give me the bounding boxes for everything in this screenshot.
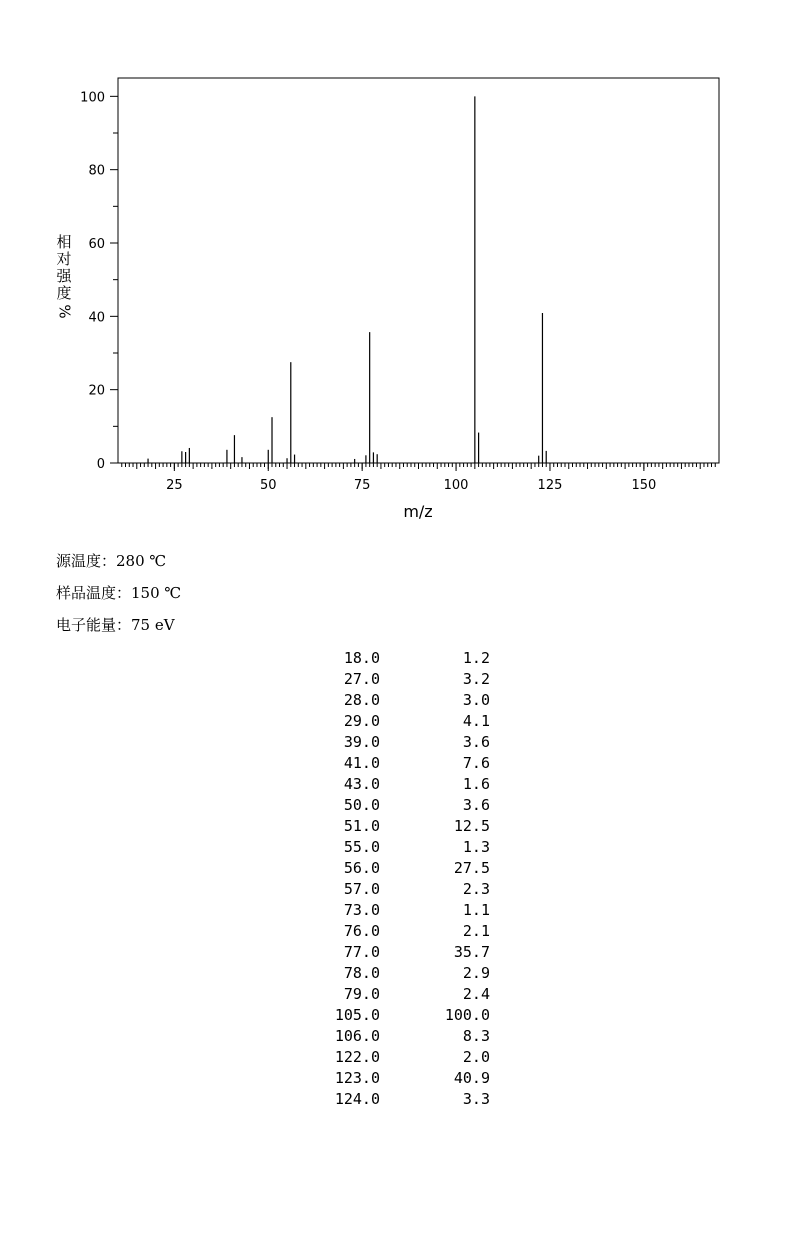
peak-intensity: 3.0	[462, 691, 490, 709]
table-row	[300, 1089, 490, 1110]
table-row	[300, 858, 490, 879]
y-tick-label: 80	[88, 163, 105, 179]
x-tick-label: 150	[631, 478, 657, 493]
table-row	[300, 711, 490, 732]
table-row	[300, 648, 490, 669]
peak-mz: 29.0	[343, 712, 380, 730]
table-row	[300, 816, 490, 837]
peak-mz: 55.0	[343, 838, 380, 856]
peak-intensity: 2.9	[462, 964, 490, 982]
peak-intensity: 1.3	[462, 838, 490, 856]
peak-mz: 50.0	[343, 796, 380, 814]
table-row	[300, 921, 490, 942]
y-axis-label-char: 强	[56, 267, 72, 285]
table-row	[300, 669, 490, 690]
electron-energy: 电子能量：75 eV	[56, 616, 175, 634]
peak-mz: 28.0	[343, 691, 380, 709]
peak-intensity: 40.9	[453, 1069, 490, 1087]
peak-mz: 79.0	[343, 985, 380, 1003]
y-tick-label: 20	[88, 383, 105, 399]
peak-intensity: 2.4	[462, 985, 490, 1003]
peak-mz: 105.0	[334, 1006, 380, 1024]
y-tick-label: 40	[88, 310, 105, 326]
peak-intensity: 7.6	[462, 754, 490, 772]
table-row	[300, 1068, 490, 1089]
x-minor-ticks	[122, 463, 715, 469]
table-row	[300, 942, 490, 963]
plot-frame	[118, 78, 719, 463]
peak-mz: 51.0	[343, 817, 380, 835]
table-row	[300, 879, 490, 900]
peak-mz: 27.0	[343, 670, 380, 688]
source-temperature: 源温度：280 ℃	[56, 552, 167, 570]
x-tick-label: 25	[166, 478, 183, 493]
peak-mz: 122.0	[334, 1048, 380, 1066]
peak-intensity: 4.1	[462, 712, 490, 730]
x-axis	[166, 463, 656, 493]
peak-mz: 39.0	[343, 733, 380, 751]
peak-mz: 73.0	[343, 901, 380, 919]
instrument-parameters	[56, 548, 181, 644]
peak-intensity: 3.3	[462, 1090, 490, 1108]
peak-mz: 43.0	[343, 775, 380, 793]
peak-mz: 41.0	[343, 754, 380, 772]
peak-intensity: 12.5	[453, 817, 490, 835]
peak-bars	[148, 96, 546, 463]
sample-temperature: 样品温度：150 ℃	[56, 584, 182, 602]
peak-intensity: 2.1	[462, 922, 490, 940]
table-row	[300, 984, 490, 1005]
mass-spectrum-chart	[0, 0, 794, 530]
peak-intensity: 8.3	[462, 1027, 490, 1045]
peak-mz: 77.0	[343, 943, 380, 961]
y-tick-label: 100	[80, 90, 105, 106]
peak-mz: 56.0	[343, 859, 380, 877]
peak-mz: 124.0	[334, 1090, 380, 1108]
peak-intensity: 1.6	[462, 775, 490, 793]
y-axis-label-char: 度	[56, 284, 72, 302]
peak-intensity: 2.0	[462, 1048, 490, 1066]
peak-mz: 57.0	[343, 880, 380, 898]
x-tick-label: 125	[537, 478, 563, 493]
peak-intensity: 27.5	[453, 859, 490, 877]
peak-intensity: 2.3	[462, 880, 490, 898]
table-row	[300, 837, 490, 858]
table-row	[300, 753, 490, 774]
peak-list-table	[300, 648, 490, 1110]
y-axis-label	[53, 234, 75, 320]
peak-intensity: 100.0	[444, 1006, 490, 1024]
peak-mz: 78.0	[343, 964, 380, 982]
table-row	[300, 795, 490, 816]
peak-intensity: 35.7	[453, 943, 490, 961]
x-tick-label: 75	[353, 478, 371, 493]
peak-intensity: 3.6	[462, 733, 490, 751]
peak-intensity: 3.6	[462, 796, 490, 814]
peak-mz: 106.0	[334, 1027, 380, 1045]
x-tick-label: 50	[259, 478, 277, 493]
y-axis	[80, 90, 118, 472]
peak-intensity: 1.2	[462, 649, 490, 667]
peak-mz: 18.0	[343, 649, 380, 667]
x-tick-label: 100	[443, 478, 469, 493]
y-tick-label: 0	[96, 457, 105, 472]
x-axis-label: m/z	[403, 502, 433, 521]
peak-intensity: 3.2	[462, 670, 490, 688]
table-row	[300, 774, 490, 795]
table-row	[300, 1005, 490, 1026]
peak-mz: 76.0	[343, 922, 380, 940]
y-axis-label-unit: %	[55, 304, 74, 319]
table-row	[300, 690, 490, 711]
y-axis-label-char: 对	[56, 250, 72, 268]
table-row	[300, 1026, 490, 1047]
y-tick-label: 60	[88, 237, 105, 252]
y-axis-label-char: 相	[56, 233, 72, 251]
table-row	[300, 963, 490, 984]
table-row	[300, 732, 490, 753]
peak-mz: 123.0	[334, 1069, 380, 1087]
peak-intensity: 1.1	[462, 901, 490, 919]
table-row	[300, 1047, 490, 1068]
table-row	[300, 900, 490, 921]
